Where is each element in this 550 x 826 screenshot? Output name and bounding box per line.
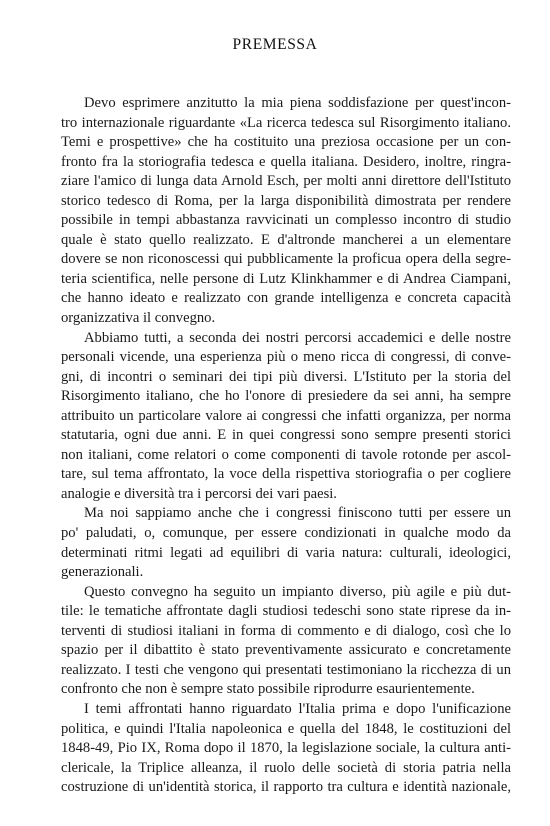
text-line: non italiani, come relatori o come componenti di tavole rotonde per ascol- <box>61 446 511 463</box>
text-line: Questo convegno ha seguito un impianto diverso, più agile e più dut- <box>84 583 511 600</box>
paragraph-1 <box>61 94 511 329</box>
text-line: quale è stato quello realizzato. E d'altronde mancherei a un elementare <box>61 231 511 248</box>
paragraph-2 <box>61 329 511 505</box>
text-line: clericale, la Triplice alleanza, il ruolo delle società di storia patria nella <box>61 759 511 776</box>
text-line: Temi e prospettive» che ha costituito una preziosa occasione per un con- <box>61 134 511 151</box>
text-line: Abbiamo tutti, a seconda dei nostri percorsi accademici e delle nostre <box>84 329 511 346</box>
page-title: PREMESSA <box>232 36 318 53</box>
text-line: generazionali. <box>61 564 144 581</box>
text-line: dovere se non riconoscessi qui pubblicamente la proficua opera della segre- <box>61 251 511 268</box>
text-line: tile: le tematiche affrontate dagli studiosi tedeschi sono state riprese da in- <box>61 603 511 620</box>
paragraph-3 <box>61 504 511 582</box>
text-line: Ma noi sappiamo anche che i congressi finiscono tutti per essere un <box>84 505 511 522</box>
text-line: gni, di incontri o seminari dei tipi più diversi. L'Istituto per la storia del <box>61 368 511 385</box>
text-line: realizzato. I testi che vengono qui presentati testimoniano la ricchezza di un <box>61 661 511 678</box>
text-line: terventi di studiosi italiani in forma di commento e di dialogo, così che lo <box>61 622 511 639</box>
text-line: analogie e diversità tra i percorsi dei vari paesi. <box>61 485 337 502</box>
text-line: personali vicende, una esperienza più o meno ricca di congressi, di conve- <box>61 349 511 366</box>
text-line: attribuito un particolare valore ai congressi che infatti organizza, per norma <box>61 407 511 424</box>
text-line: che hanno ideato e realizzato con grande intelligenza e concreta capacità <box>61 290 511 307</box>
body-text <box>61 94 511 798</box>
paragraph-4 <box>61 583 511 700</box>
text-line: costruzione di un'identità storica, il rapporto tra cultura e identità nazionale, <box>61 779 511 796</box>
text-line: organizzativa il convegno. <box>61 310 216 327</box>
text-line: politica, e quindi l'Italia napoleonica e quella del 1848, le costituzioni del <box>61 720 511 737</box>
text-line: tare, sul tema affrontato, la voce della rispettiva storiografia o per cogliere <box>61 466 511 483</box>
text-line: po' paludati, o, comunque, per essere condizionati in qualche modo da <box>61 525 511 542</box>
paragraph-5 <box>61 700 511 798</box>
text-line: Risorgimento italiano, che ho l'onore di presiedere da sei anni, ha sempre <box>61 388 511 405</box>
text-line: ziare l'amico di lunga data Arnold Esch, per molti anni direttore dell'Istituto <box>61 173 511 190</box>
text-line: possibile in tempi abbastanza ravvicinati un complesso incontro di studio <box>61 212 511 229</box>
text-line: statutaria, ogni due anni. E in quei congressi sono sempre presenti storici <box>61 427 511 444</box>
text-line: tro internazionale riguardante «La ricerca tedesca sul Risorgimento italiano. <box>61 114 511 131</box>
text-line: 1848-49, Pio IX, Roma dopo il 1870, la legislazione sociale, la cultura anti- <box>61 740 511 757</box>
text-line: teria scientifica, nelle persone di Lutz Klinkhammer e di Andrea Ciampani, <box>61 270 511 287</box>
text-line: confronto che non è sempre stato possibile riprodurre esaurientemente. <box>61 681 475 698</box>
text-line: I temi affrontati hanno riguardato l'Italia prima e dopo l'unificazione <box>84 700 511 717</box>
text-line: fronto fra la storiografia tedesca e quella italiana. Desidero, inoltre, ringra- <box>61 153 511 170</box>
text-line: storico tedesco di Roma, per la larga disponibilità dimostrata per rendere <box>61 192 511 209</box>
text-line: Devo esprimere anzitutto la mia piena soddisfazione per quest'incon- <box>84 95 511 111</box>
text-line: spazio per il dibattito è stato preventivamente assicurato e concretamente <box>61 642 511 659</box>
text-line: determinati ritmi legati ad equilibri di varia natura: culturali, ideologici, <box>61 544 511 561</box>
